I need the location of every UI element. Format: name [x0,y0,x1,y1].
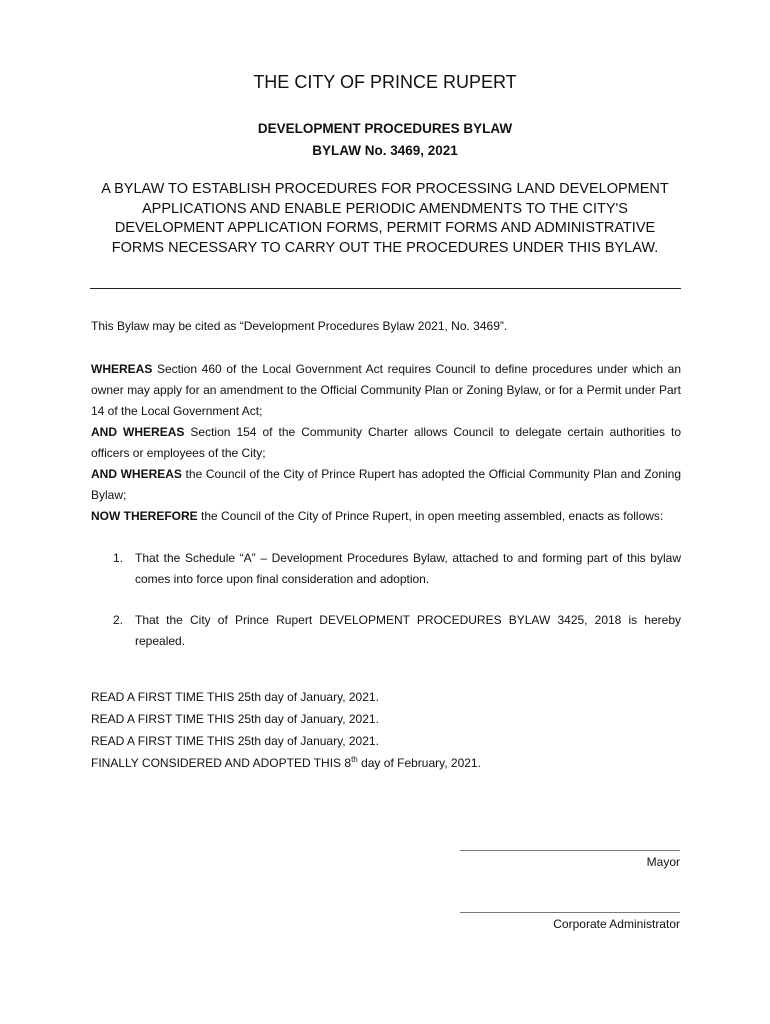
mayor-signature-block [460,850,680,869]
administrator-signature-block [460,912,680,931]
mayor-label: Mayor [646,855,680,869]
bylaw-number: BYLAW No. 3469, 2021 [312,143,458,158]
recital [91,464,681,506]
recital-lead: AND WHEREAS [91,467,182,481]
bylaw-name: DEVELOPMENT PROCEDURES BYLAW [257,121,513,136]
ordinal-suffix: th [351,755,358,764]
clause-number: 1. [113,551,124,565]
citation-text: This Bylaw may be cited as “Development Procedures Bylaw 2021, No. 3469”. [91,319,508,333]
clause-text: That the Schedule “A” – Development Procedures Bylaw, attached to and forming part of this bylaw comes into force upon final consideration and adoption. [135,551,681,586]
clause-text: That the City of Prince Rupert DEVELOPMENT PROCEDURES BYLAW 3425, 2018 is hereby repealed. [135,613,681,648]
clause-number: 2. [113,613,124,627]
final-adoption-line [91,752,481,774]
recital-text: the Council of the City of Prince Rupert, in open meeting assembled, enacts as follows: [197,509,664,523]
recital [91,359,681,422]
administrator-label: Corporate Administrator [553,917,680,931]
recital-lead: NOW THEREFORE [91,509,198,523]
recital-text: Section 154 of the Community Charter allows Council to delegate certain authorities to officers or employees of the City; [91,425,682,460]
bylaw-purpose: A BYLAW TO ESTABLISH PROCEDURES FOR PROCESSING LAND DEVELOPMENT APPLICATIONS AND ENABLE PERIODIC AMENDMENTS TO THE CITY'S DEVELOPMENT APPLICATION FORMS, PERMIT FORMS AND ADMINISTRATIVE FORMS NECESSARY TO CARRY OUT THE PROCEDURES UNDER THIS BYLAW. [101,181,669,256]
recital-text: the Council of the City of Prince Rupert has adopted the Official Community Plan and Zoning Bylaw; [91,467,682,502]
signature-line [460,912,680,913]
recital-text: Section 460 of the Local Government Act requires Council to define procedures under which an owner may apply for an amendment to the Official Community Plan or Zoning Bylaw, or for a Permit under Part 14 of the Local Government Act; [91,362,681,418]
city-title: THE CITY OF PRINCE RUPERT [253,72,517,92]
adoption-text: FINALLY CONSIDERED AND ADOPTED THIS 8 [91,756,352,770]
adoption-date: day of February, 2021. [357,756,481,770]
reading-line: READ A FIRST TIME THIS 25th day of January, 2021. [91,690,379,704]
readings [91,686,481,774]
reading-line: READ A FIRST TIME THIS 25th day of January, 2021. [91,734,379,748]
recital [91,422,681,464]
recital [91,506,681,527]
reading-line: READ A FIRST TIME THIS 25th day of January, 2021. [91,712,379,726]
recitals [91,359,681,527]
recital-lead: WHEREAS [91,362,153,376]
divider [90,288,681,289]
recital-lead: AND WHEREAS [91,425,185,439]
signature-line [460,850,680,851]
